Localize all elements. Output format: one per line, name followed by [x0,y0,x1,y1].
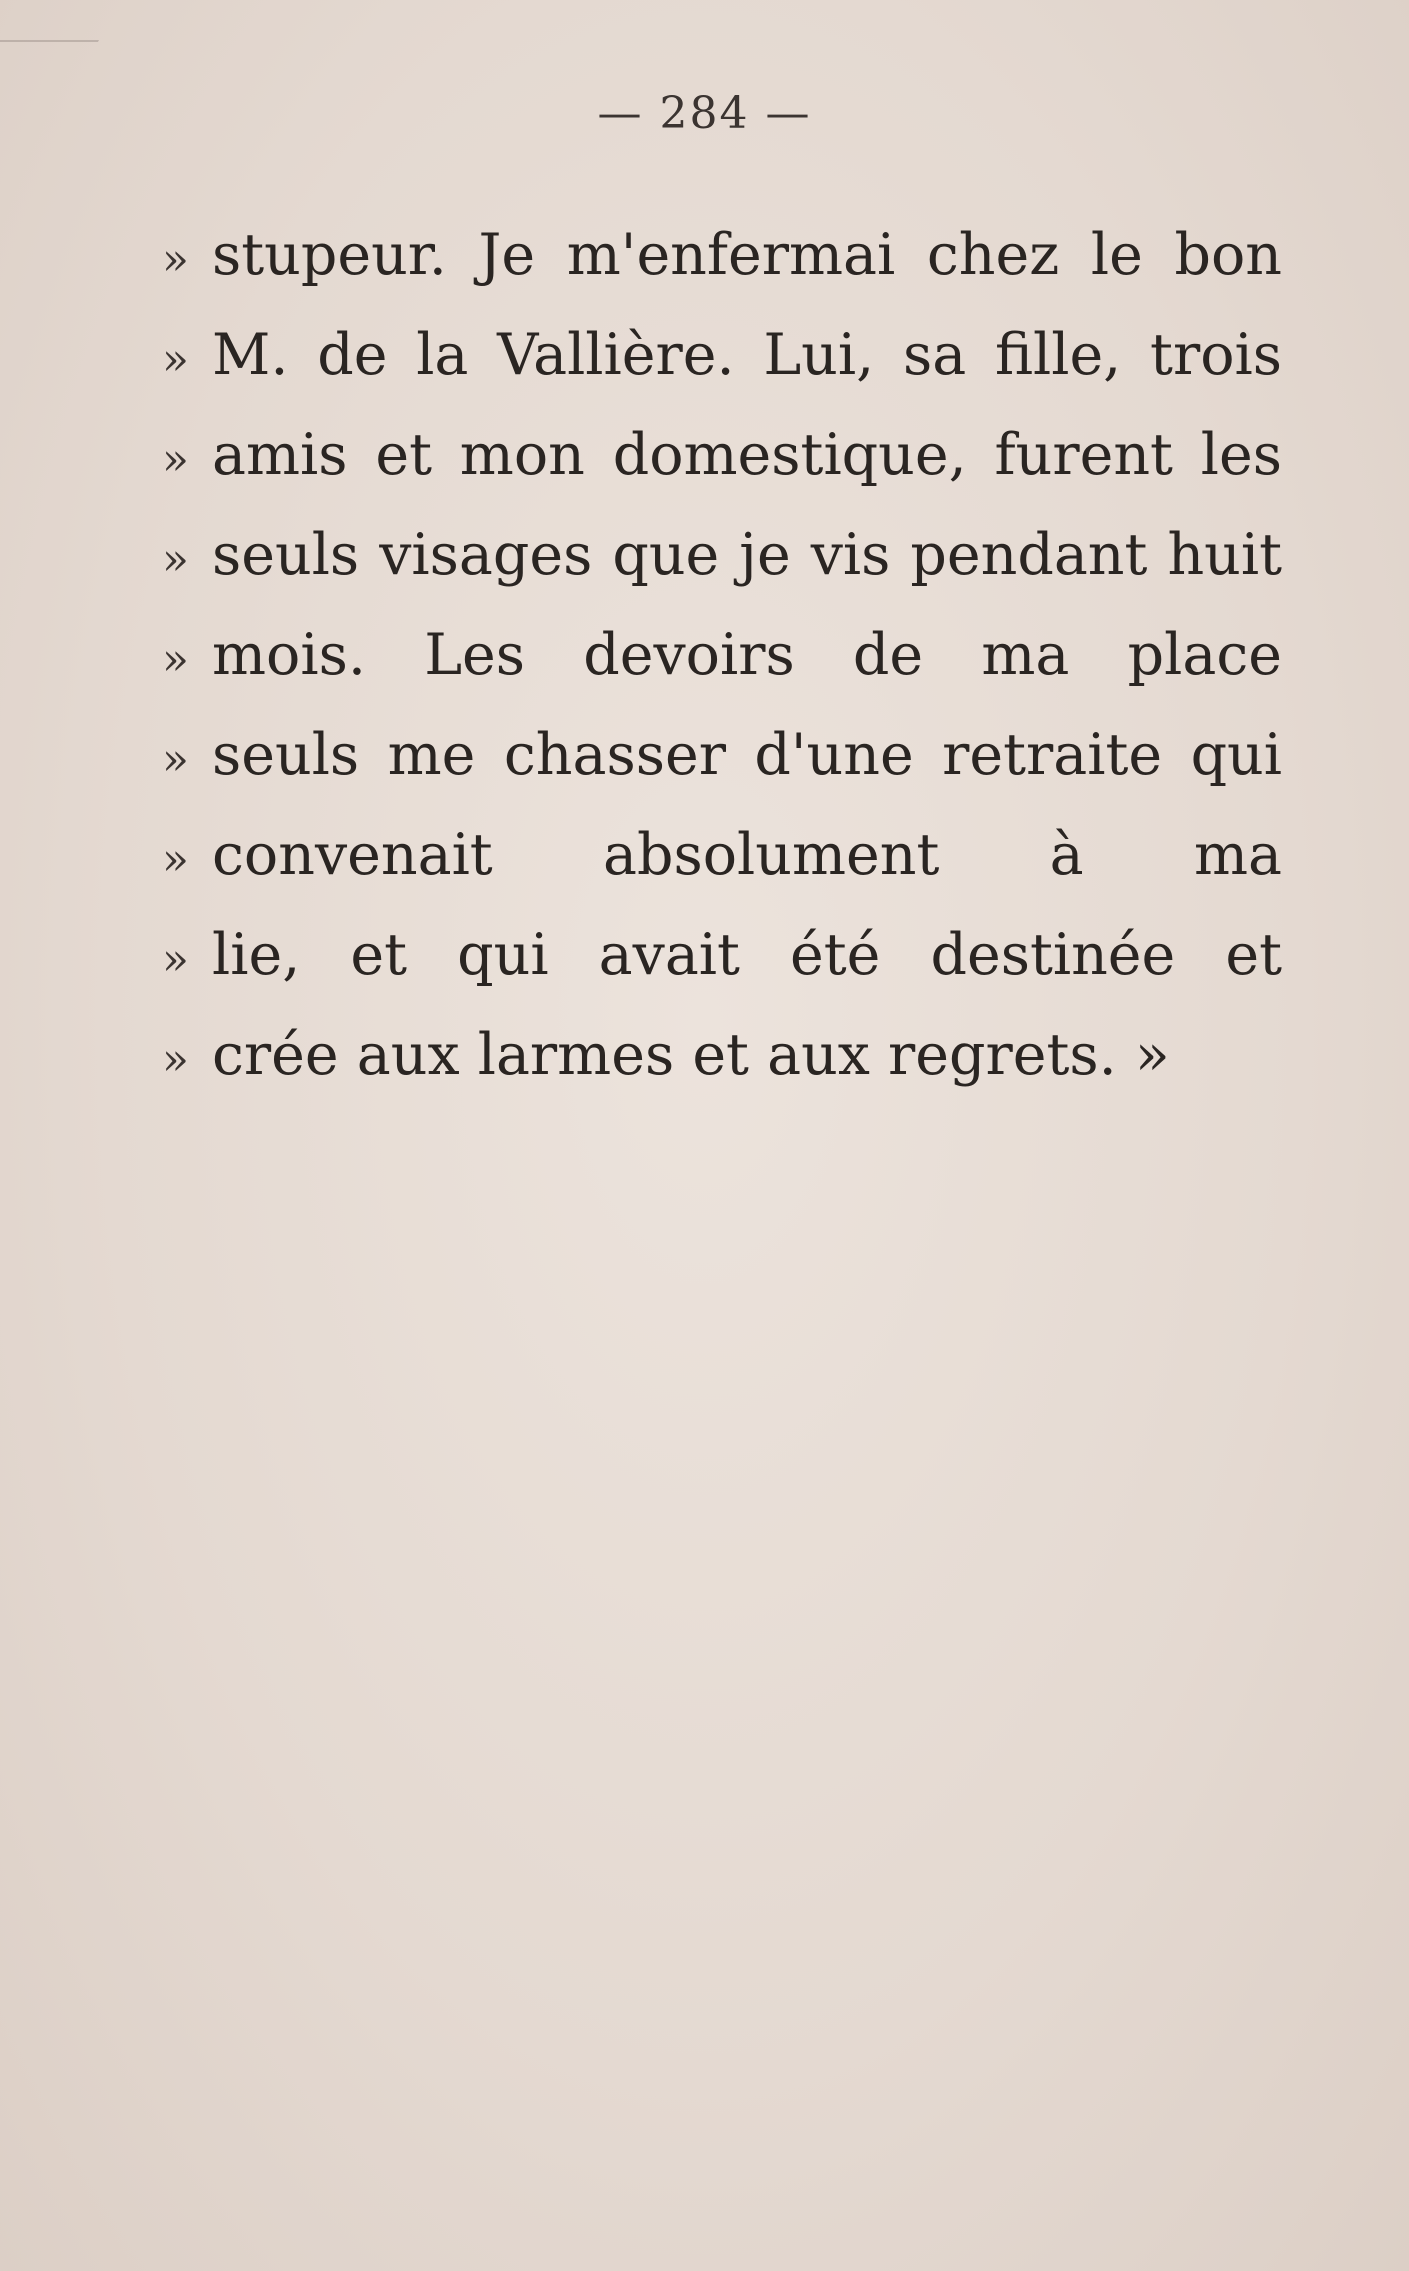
text-line [162,605,1282,705]
text-line [162,1005,1282,1105]
page-number: — 284 — [597,88,812,139]
line-text: amis et mon domestique, furent les [212,422,1282,488]
guillemet: » [162,634,189,685]
text-line [162,505,1282,605]
line-text: crée aux larmes et aux regrets. » [212,1022,1170,1088]
line-text: convenait absolument à ma [212,822,1282,888]
text-line [162,405,1282,505]
guillemet: » [162,234,189,285]
guillemet: » [162,534,189,585]
line-text: seuls visages que je vis pendant huit [212,522,1282,588]
guillemet: » [162,734,189,785]
text-line [162,705,1282,805]
line-text: M. de la Vallière. Lui, sa fille, trois [212,322,1282,388]
text-line [162,905,1282,1005]
corner-mark [0,0,122,42]
line-text: mois. Les devoirs de ma place [212,622,1282,688]
line-text: stupeur. Je m'enfermai chez le bon [212,222,1282,288]
text-line [162,205,1282,305]
body-text [162,205,1282,1105]
line-text: lie, et qui avait été destinée et [212,922,1282,988]
guillemet: » [162,434,189,485]
guillemet: » [162,334,189,385]
guillemet: » [162,934,189,985]
guillemet: » [162,834,189,885]
guillemet: » [162,1034,189,1085]
text-line [162,305,1282,405]
text-line [162,805,1282,905]
line-text: seuls me chasser d'une retraite qui [212,722,1282,788]
